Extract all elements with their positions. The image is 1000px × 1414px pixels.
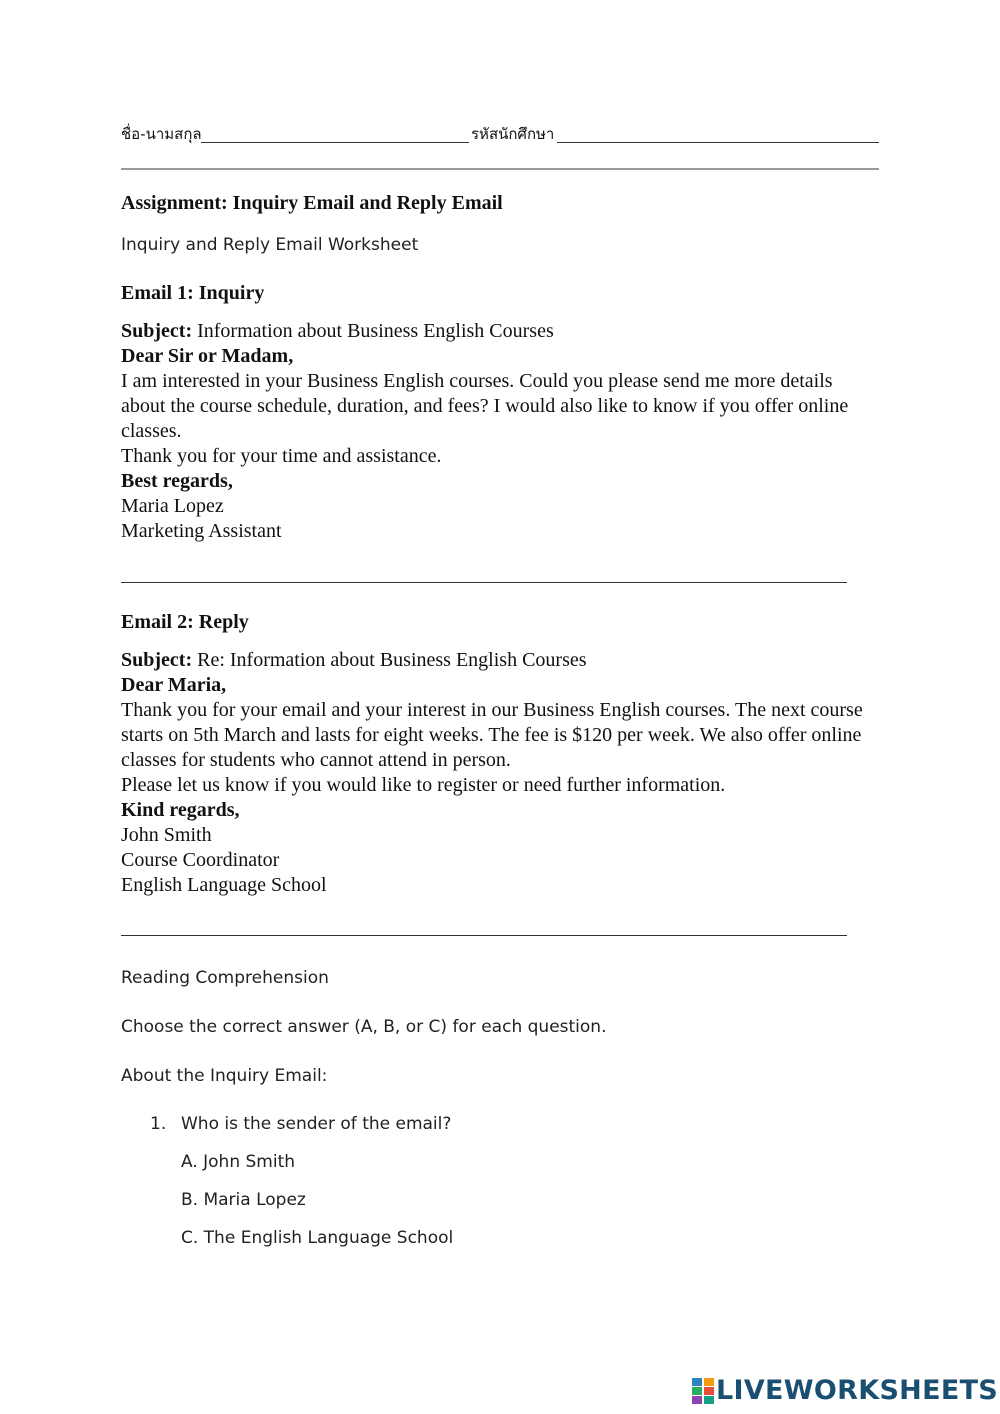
header-divider: [121, 168, 879, 170]
email1-subject-line: [121, 319, 881, 344]
liveworksheets-logo[interactable]: [692, 1374, 999, 1408]
email1-body-line: classes.: [121, 420, 182, 442]
worksheet-title: Inquiry and Reply Email Worksheet: [121, 235, 419, 255]
student-id-blank[interactable]: [557, 142, 879, 143]
email1-heading: Email 1: Inquiry: [121, 282, 265, 304]
question-number: 1.: [150, 1114, 167, 1134]
email2-closing: Kind regards,: [121, 799, 240, 821]
reading-instruction: Choose the correct answer (A, B, or C) for each question.: [121, 1017, 607, 1037]
email2-subject-label: Subject:: [121, 649, 193, 671]
email2-body: [121, 648, 881, 898]
answer-option-a[interactable]: A. John Smith: [181, 1152, 296, 1172]
student-id-label: รหัสนักศึกษา: [471, 125, 555, 143]
email1-subject: Information about Business English Courses: [197, 320, 554, 342]
question-text: Who is the sender of the email?: [181, 1114, 452, 1134]
email1-greeting: Dear Sir or Madam,: [121, 345, 294, 367]
email1-signature-name: Maria Lopez: [121, 495, 224, 517]
email2-signature-org: English Language School: [121, 874, 327, 896]
email2-signature-name: John Smith: [121, 824, 212, 846]
name-label: ชื่อ-นามสกุล: [121, 125, 202, 143]
reading-section-title: About the Inquiry Email:: [121, 1066, 328, 1086]
liveworksheets-logo-text: LIVEWORKSHEETS: [716, 1375, 999, 1406]
assignment-title: Assignment: Inquiry Email and Reply Email: [121, 192, 503, 214]
email2-heading: Email 2: Reply: [121, 611, 249, 633]
reading-heading: Reading Comprehension: [121, 968, 329, 988]
email2-divider: [121, 935, 847, 936]
email1-body: [121, 319, 881, 544]
email2-subject: Re: Information about Business English Courses: [197, 649, 587, 671]
email1-closing: Best regards,: [121, 470, 233, 492]
email2-greeting: Dear Maria,: [121, 674, 227, 696]
email2-body-line: classes for students who cannot attend in person.: [121, 749, 511, 771]
email1-body-line: I am interested in your Business English courses. Could you please send me more details: [121, 370, 833, 392]
answer-option-c[interactable]: C. The English Language School: [181, 1228, 454, 1248]
email1-body-line: about the course schedule, duration, and fees? I would also like to know if you offer online: [121, 395, 849, 417]
liveworksheets-logo-icon: [692, 1378, 714, 1404]
answer-option-b[interactable]: B. Maria Lopez: [181, 1190, 306, 1210]
email1-subject-label: Subject:: [121, 320, 193, 342]
student-info-header: [121, 122, 879, 148]
email2-body-line: starts on 5th March and lasts for eight weeks. The fee is $120 per week. We also offer online: [121, 724, 862, 746]
email2-body-line: Thank you for your email and your interest in our Business English courses. The next course: [121, 699, 863, 721]
email1-body-line: Thank you for your time and assistance.: [121, 445, 442, 467]
email2-subject-line: [121, 648, 881, 673]
email1-divider: [121, 582, 847, 583]
email1-signature-title: Marketing Assistant: [121, 520, 282, 542]
name-blank[interactable]: [201, 142, 469, 143]
email2-body-line: Please let us know if you would like to register or need further information.: [121, 774, 726, 796]
email2-signature-title: Course Coordinator: [121, 849, 280, 871]
